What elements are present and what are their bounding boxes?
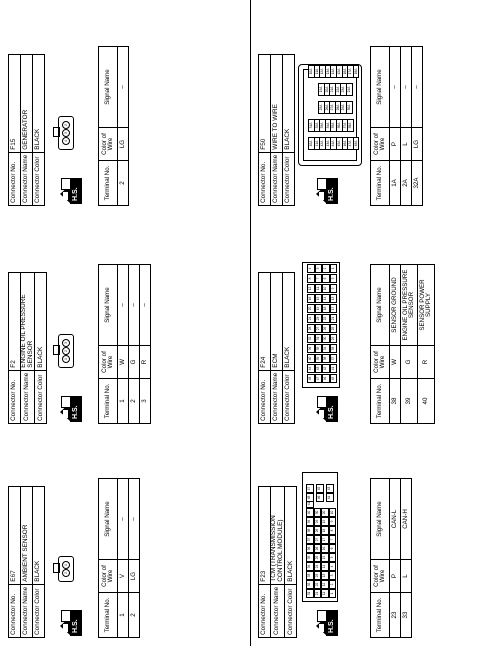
signal-name: – [118, 479, 129, 560]
connector-pin: 17A [347, 65, 354, 78]
signal-name: CAN-L [390, 479, 401, 560]
connector-pin: 28 [307, 324, 315, 333]
connector-pin: 16A [342, 65, 349, 78]
signal-name: – [129, 479, 140, 560]
connector-pin: 3 [62, 129, 70, 137]
connector-pin: 42 [322, 364, 330, 373]
connector-pin: 36 [306, 544, 314, 553]
terminal-number: 2 [129, 379, 140, 424]
wire-color: P [390, 128, 401, 161]
header-label: Connector No. [9, 152, 21, 205]
connector-diagram [302, 262, 340, 388]
connector-pin: 31 [315, 334, 323, 343]
connector-pin: 31A [308, 119, 315, 132]
column-header-color-of-wire: Color of Wire [99, 560, 118, 593]
header-value-name: TCM (TRANSMISSION CONTROL MODULE) [271, 487, 285, 585]
header-value-color: BLACK [283, 273, 295, 371]
header-label: Connector Color [285, 584, 297, 637]
connector-header-table [8, 272, 47, 424]
table-row [390, 265, 401, 424]
connector-latch [53, 127, 60, 137]
signal-name: CAN-H [401, 479, 412, 560]
connector-pin: 12 [321, 580, 329, 589]
hs-label: H.S. [70, 396, 82, 422]
connector-pin: 14A [330, 65, 337, 78]
connector-pin: 1 [330, 264, 338, 273]
connector-pin: 48 [307, 374, 315, 383]
connector-pin: 26A [324, 101, 331, 114]
connector-block-f50 [258, 6, 420, 206]
connector-pin: 1 [62, 355, 70, 363]
connector-pin: 10A [308, 65, 315, 78]
signal-name: ENGINE OIL PRESSURE SENSOR [401, 265, 418, 346]
wire-color: L [401, 560, 412, 593]
column-header-terminal-no: Terminal No. [371, 161, 390, 206]
connector-pin: 32A [314, 119, 321, 132]
terminal-number: 39 [401, 379, 418, 424]
table-row [118, 265, 129, 424]
connector-pin: 1 [62, 561, 70, 569]
header-label: Connector No. [9, 370, 21, 423]
header-value-color: BLACK [33, 55, 45, 153]
connector-pin: 9 [330, 284, 338, 293]
connector-pin: 13A [325, 65, 332, 78]
connector-pin: 5 [330, 274, 338, 283]
connector-pin: 27 [315, 324, 323, 333]
connector-pin: 29 [330, 334, 338, 343]
table-row [401, 479, 412, 638]
table-row [129, 265, 140, 424]
column-header-terminal-no: Terminal No. [371, 593, 390, 638]
signal-name: – [401, 47, 412, 128]
connector-pin: 34 [306, 562, 314, 571]
header-value-name: ECM [271, 273, 283, 371]
connector-pin: 3 [315, 264, 323, 273]
connector-pin: 39 [315, 354, 323, 363]
signal-name: SENSOR POWER SUPPLY [418, 265, 435, 346]
connector-pin: 8 [329, 526, 337, 535]
terminal-number: 1 [118, 379, 129, 424]
connector-pin: 19 [315, 304, 323, 313]
connector-pin: 48 [306, 493, 314, 502]
connector-pin: 4 [329, 562, 337, 571]
connector-pin: 28 [314, 526, 322, 535]
header-value-name: WIRE TO WIRE [271, 55, 283, 153]
connector-pin: 46 [316, 493, 324, 502]
connector-pin: 27A [329, 101, 336, 114]
connector-pin: 18A [353, 65, 360, 78]
terminal-table [370, 46, 423, 206]
connector-pin: 37 [330, 354, 338, 363]
column-header-signal-name: Signal Name [371, 479, 390, 560]
connector-pin: 26 [314, 544, 322, 553]
header-label: Connector Name [271, 152, 283, 205]
terminal-number: 1 [118, 593, 129, 638]
terminal-number: 2 [129, 593, 140, 638]
table-row [390, 479, 401, 638]
table-row [140, 265, 151, 424]
connector-pin: 17 [321, 535, 329, 544]
hs-label: H.S. [70, 610, 82, 636]
connector-pin: 38A [347, 119, 354, 132]
table-row [412, 47, 423, 206]
connector-pin: 24A [346, 83, 353, 96]
connector-pin: 30A [346, 101, 353, 114]
column-header-signal-name: Signal Name [99, 479, 118, 560]
column-header-color-of-wire: Color of Wire [99, 128, 118, 161]
connector-pin: 20A [324, 83, 331, 96]
connector-block-f15 [8, 6, 126, 206]
header-label: Connector Name [21, 584, 33, 637]
connector-pin: 33A [319, 119, 326, 132]
header-label: Connector Color [283, 370, 295, 423]
wire-color: V [118, 560, 129, 593]
header-value-no: F24 [259, 273, 271, 371]
connector-pin: 45 [316, 484, 324, 493]
table-row [118, 479, 129, 638]
connector-pin: 35A [330, 119, 337, 132]
hs-icon [316, 610, 340, 636]
header-label: Connector Name [21, 152, 33, 205]
header-label: Connector Name [21, 370, 35, 423]
terminal-number: 23 [390, 593, 401, 638]
connector-pin: 36A [336, 119, 343, 132]
terminal-table [98, 264, 151, 424]
connector-pin: 2 [62, 121, 70, 129]
connector-pin: 34A [325, 119, 332, 132]
wire-color: R [140, 346, 151, 379]
connector-pin: 27 [314, 535, 322, 544]
connector-header-table [258, 486, 297, 638]
column-header-color-of-wire: Color of Wire [371, 346, 390, 379]
connector-diagram [298, 64, 362, 166]
wire-color: G [401, 346, 418, 379]
header-label: Connector No. [259, 152, 271, 205]
column-header-signal-name: Signal Name [99, 47, 118, 128]
table-row [129, 479, 140, 638]
connector-pin: 4 [307, 264, 315, 273]
connector-pin: 44 [307, 364, 315, 373]
connector-pin: 4 [62, 137, 70, 145]
connector-pin: 30 [314, 508, 322, 517]
terminal-number: 32A [412, 161, 423, 206]
connector-header-table [8, 54, 45, 206]
connector-pin: 9 [329, 517, 337, 526]
column-header-color-of-wire: Color of Wire [99, 346, 118, 379]
hs-icon [60, 610, 84, 636]
connector-header-table [8, 486, 45, 638]
connector-pin: 21A [329, 83, 336, 96]
connector-pin: 3 [329, 571, 337, 580]
connector-pin: 44A [330, 137, 337, 150]
connector-pin: 43A [325, 137, 332, 150]
section-divider [250, 0, 251, 646]
connector-pin: 2 [322, 264, 330, 273]
header-label: Connector Name [271, 584, 285, 637]
signal-name: – [412, 47, 423, 128]
connector-pin: 43 [326, 484, 334, 493]
connector-latch [53, 563, 60, 573]
signal-name: SENSOR GROUND [390, 265, 401, 346]
connector-pin: 48A [353, 137, 360, 150]
signal-name: – [118, 47, 129, 128]
connector-pin: 32 [307, 334, 315, 343]
header-value-name: GENERATOR [21, 55, 33, 153]
connector-block-f2 [8, 224, 148, 424]
column-header-terminal-no: Terminal No. [99, 593, 118, 638]
connector-pin: 8 [307, 274, 315, 283]
connector-pin: 18 [321, 526, 329, 535]
connector-block-f23 [258, 438, 409, 638]
terminal-number: 38 [390, 379, 401, 424]
connector-pin: 45 [330, 374, 338, 383]
hs-icon [316, 396, 340, 422]
connector-pin: 45A [336, 137, 343, 150]
connector-header-table [258, 54, 295, 206]
connector-pin: 33 [330, 344, 338, 353]
table-row [418, 265, 435, 424]
connector-pin: 15A [336, 65, 343, 78]
connector-pin: 32 [306, 580, 314, 589]
wire-color: LG [412, 128, 423, 161]
connector-pin: 47A [347, 137, 354, 150]
column-header-color-of-wire: Color of Wire [371, 128, 390, 161]
connector-pin: 35 [306, 553, 314, 562]
connector-pin: 40A [308, 137, 315, 150]
connector-pin: 16 [307, 294, 315, 303]
column-header-terminal-no: Terminal No. [99, 161, 118, 206]
wire-color: L [401, 128, 412, 161]
header-value-no: F50 [259, 55, 271, 153]
connector-pin: 37 [306, 535, 314, 544]
header-value-no: F2 [9, 273, 21, 371]
header-value-color: BLACK [283, 55, 295, 153]
connector-pin: 41 [306, 499, 314, 508]
header-label: Connector Color [33, 152, 45, 205]
header-label: Connector No. [259, 584, 271, 637]
header-label: Connector Color [283, 152, 295, 205]
connector-pin: 25 [330, 324, 338, 333]
connector-pin: 47 [315, 374, 323, 383]
header-value-name: ENGINE OIL PRESSURE SENSOR [21, 273, 35, 371]
connector-pin: 25A [318, 101, 325, 114]
hs-icon [60, 178, 84, 204]
hs-label: H.S. [326, 396, 338, 422]
connector-pin: 34 [322, 344, 330, 353]
column-header-signal-name: Signal Name [371, 47, 390, 128]
connector-pin: 23 [314, 571, 322, 580]
header-value-color: BLACK [35, 273, 47, 371]
connector-pin: 15 [321, 553, 329, 562]
connector-pin: 11 [315, 284, 323, 293]
column-header-signal-name: Signal Name [371, 265, 390, 346]
connector-pin: 22A [335, 83, 342, 96]
connector-pin: 21 [314, 589, 322, 598]
connector-pin: 10 [322, 284, 330, 293]
hs-label: H.S. [326, 610, 338, 636]
wire-color: LG [129, 560, 140, 593]
connector-pin: 6 [322, 274, 330, 283]
connector-pin: 1 [329, 589, 337, 598]
connector-pin: 31 [306, 589, 314, 598]
table-row [401, 47, 412, 206]
terminal-table [370, 478, 412, 638]
connector-pin: 22 [322, 314, 330, 323]
header-value-no: F23 [259, 487, 271, 585]
connector-header-table [258, 272, 295, 424]
connector-pin: 21 [330, 314, 338, 323]
connector-pin: 40 [306, 508, 314, 517]
connector-pin: 46 [322, 374, 330, 383]
connector-pin: 38 [322, 354, 330, 363]
signal-name: – [390, 47, 401, 128]
terminal-table [98, 478, 140, 638]
terminal-number: 3 [140, 379, 151, 424]
connector-pin: 30 [322, 334, 330, 343]
connector-pin: 14 [322, 294, 330, 303]
connector-pin: 43 [315, 364, 323, 373]
connector-block-f24 [258, 224, 432, 424]
connector-pin: 24 [307, 314, 315, 323]
header-label: Connector Color [35, 370, 47, 423]
header-value-no: F15 [9, 55, 21, 153]
header-value-no: E67 [9, 487, 21, 585]
connector-pin: 23 [315, 314, 323, 323]
connector-pin: 6 [329, 544, 337, 553]
connector-pin: 13 [321, 571, 329, 580]
header-value-color: BLACK [285, 487, 297, 585]
connector-pin: 16 [321, 544, 329, 553]
connector-latch [53, 345, 60, 355]
connector-pin: 19 [321, 517, 329, 526]
table-row [390, 47, 401, 206]
connector-diagram [58, 334, 74, 368]
hs-icon [60, 396, 84, 422]
connector-pin: 2 [329, 580, 337, 589]
connector-pin: 11 [321, 589, 329, 598]
connector-pin: 29A [340, 101, 347, 114]
wire-color: P [390, 560, 401, 593]
wire-color: W [390, 346, 401, 379]
connector-pin: 37A [342, 119, 349, 132]
column-header-terminal-no: Terminal No. [99, 379, 118, 424]
terminal-table [370, 264, 435, 424]
terminal-number: 2 [118, 161, 129, 206]
terminal-number: 1A [390, 161, 401, 206]
connector-pin: 38 [306, 526, 314, 535]
connector-pin: 20 [307, 304, 315, 313]
connector-pin: 3 [62, 339, 70, 347]
terminal-table [98, 46, 129, 206]
connector-pin: 40 [307, 354, 315, 363]
signal-name: – [129, 265, 140, 346]
connector-pin: 44 [326, 493, 334, 502]
connector-inner-frame [303, 69, 357, 161]
table-row [118, 47, 129, 206]
connector-diagram [302, 472, 338, 602]
connector-pin: 7 [329, 535, 337, 544]
header-value-name: AMBIENT SENSOR [21, 487, 33, 585]
connector-pin: 24 [314, 562, 322, 571]
connector-pin: 2 [62, 569, 70, 577]
connector-diagram [58, 116, 74, 150]
connector-pin: 41 [330, 364, 338, 373]
wire-color: W [118, 346, 129, 379]
table-row [401, 265, 418, 424]
connector-pin: 29 [314, 517, 322, 526]
header-label: Connector Color [33, 584, 45, 637]
connector-pin: 18 [322, 304, 330, 313]
wire-color: G [129, 346, 140, 379]
header-label: Connector No. [259, 370, 271, 423]
connector-pin: 41A [314, 137, 321, 150]
signal-name: – [118, 265, 129, 346]
connector-pin: 14 [321, 562, 329, 571]
signal-name: – [140, 265, 151, 346]
connector-pin: 19A [318, 83, 325, 96]
connector-pin: 22 [314, 580, 322, 589]
connector-pin: 20 [321, 508, 329, 517]
connector-pin: 11A [314, 65, 321, 78]
terminal-number: 2A [401, 161, 412, 206]
connector-pin: 47 [306, 484, 314, 493]
connector-pin: 26 [322, 324, 330, 333]
connector-pin: 28A [335, 101, 342, 114]
wire-color: LG [118, 128, 129, 161]
connector-pin: 7 [315, 274, 323, 283]
connector-pin: 39 [306, 517, 314, 526]
connector-diagram [58, 556, 74, 582]
connector-pin: 13 [330, 294, 338, 303]
connector-pin: 12A [319, 65, 326, 78]
terminal-number: 40 [418, 379, 435, 424]
hs-label: H.S. [70, 178, 82, 204]
connector-pin: 46A [342, 137, 349, 150]
connector-pin: 23A [340, 83, 347, 96]
hs-label: H.S. [326, 178, 338, 204]
connector-pin: 5 [329, 553, 337, 562]
hs-icon [316, 178, 340, 204]
wire-color: R [418, 346, 435, 379]
connector-pin: 15 [315, 294, 323, 303]
connector-pin: 36 [307, 344, 315, 353]
column-header-signal-name: Signal Name [99, 265, 118, 346]
connector-pin: 2 [62, 347, 70, 355]
connector-pin: 17 [330, 304, 338, 313]
column-header-terminal-no: Terminal No. [371, 379, 390, 424]
header-label: Connector Name [271, 370, 283, 423]
connector-block-e67 [8, 438, 137, 638]
connector-pin: 12 [307, 284, 315, 293]
connector-pin: 25 [314, 553, 322, 562]
connector-pin: 10 [329, 508, 337, 517]
connector-pin: 42A [319, 137, 326, 150]
connector-pin: 33 [306, 571, 314, 580]
column-header-color-of-wire: Color of Wire [371, 560, 390, 593]
terminal-number: 33 [401, 593, 412, 638]
header-label: Connector No. [9, 584, 21, 637]
header-value-color: BLACK [33, 487, 45, 585]
connector-pin: 35 [315, 344, 323, 353]
